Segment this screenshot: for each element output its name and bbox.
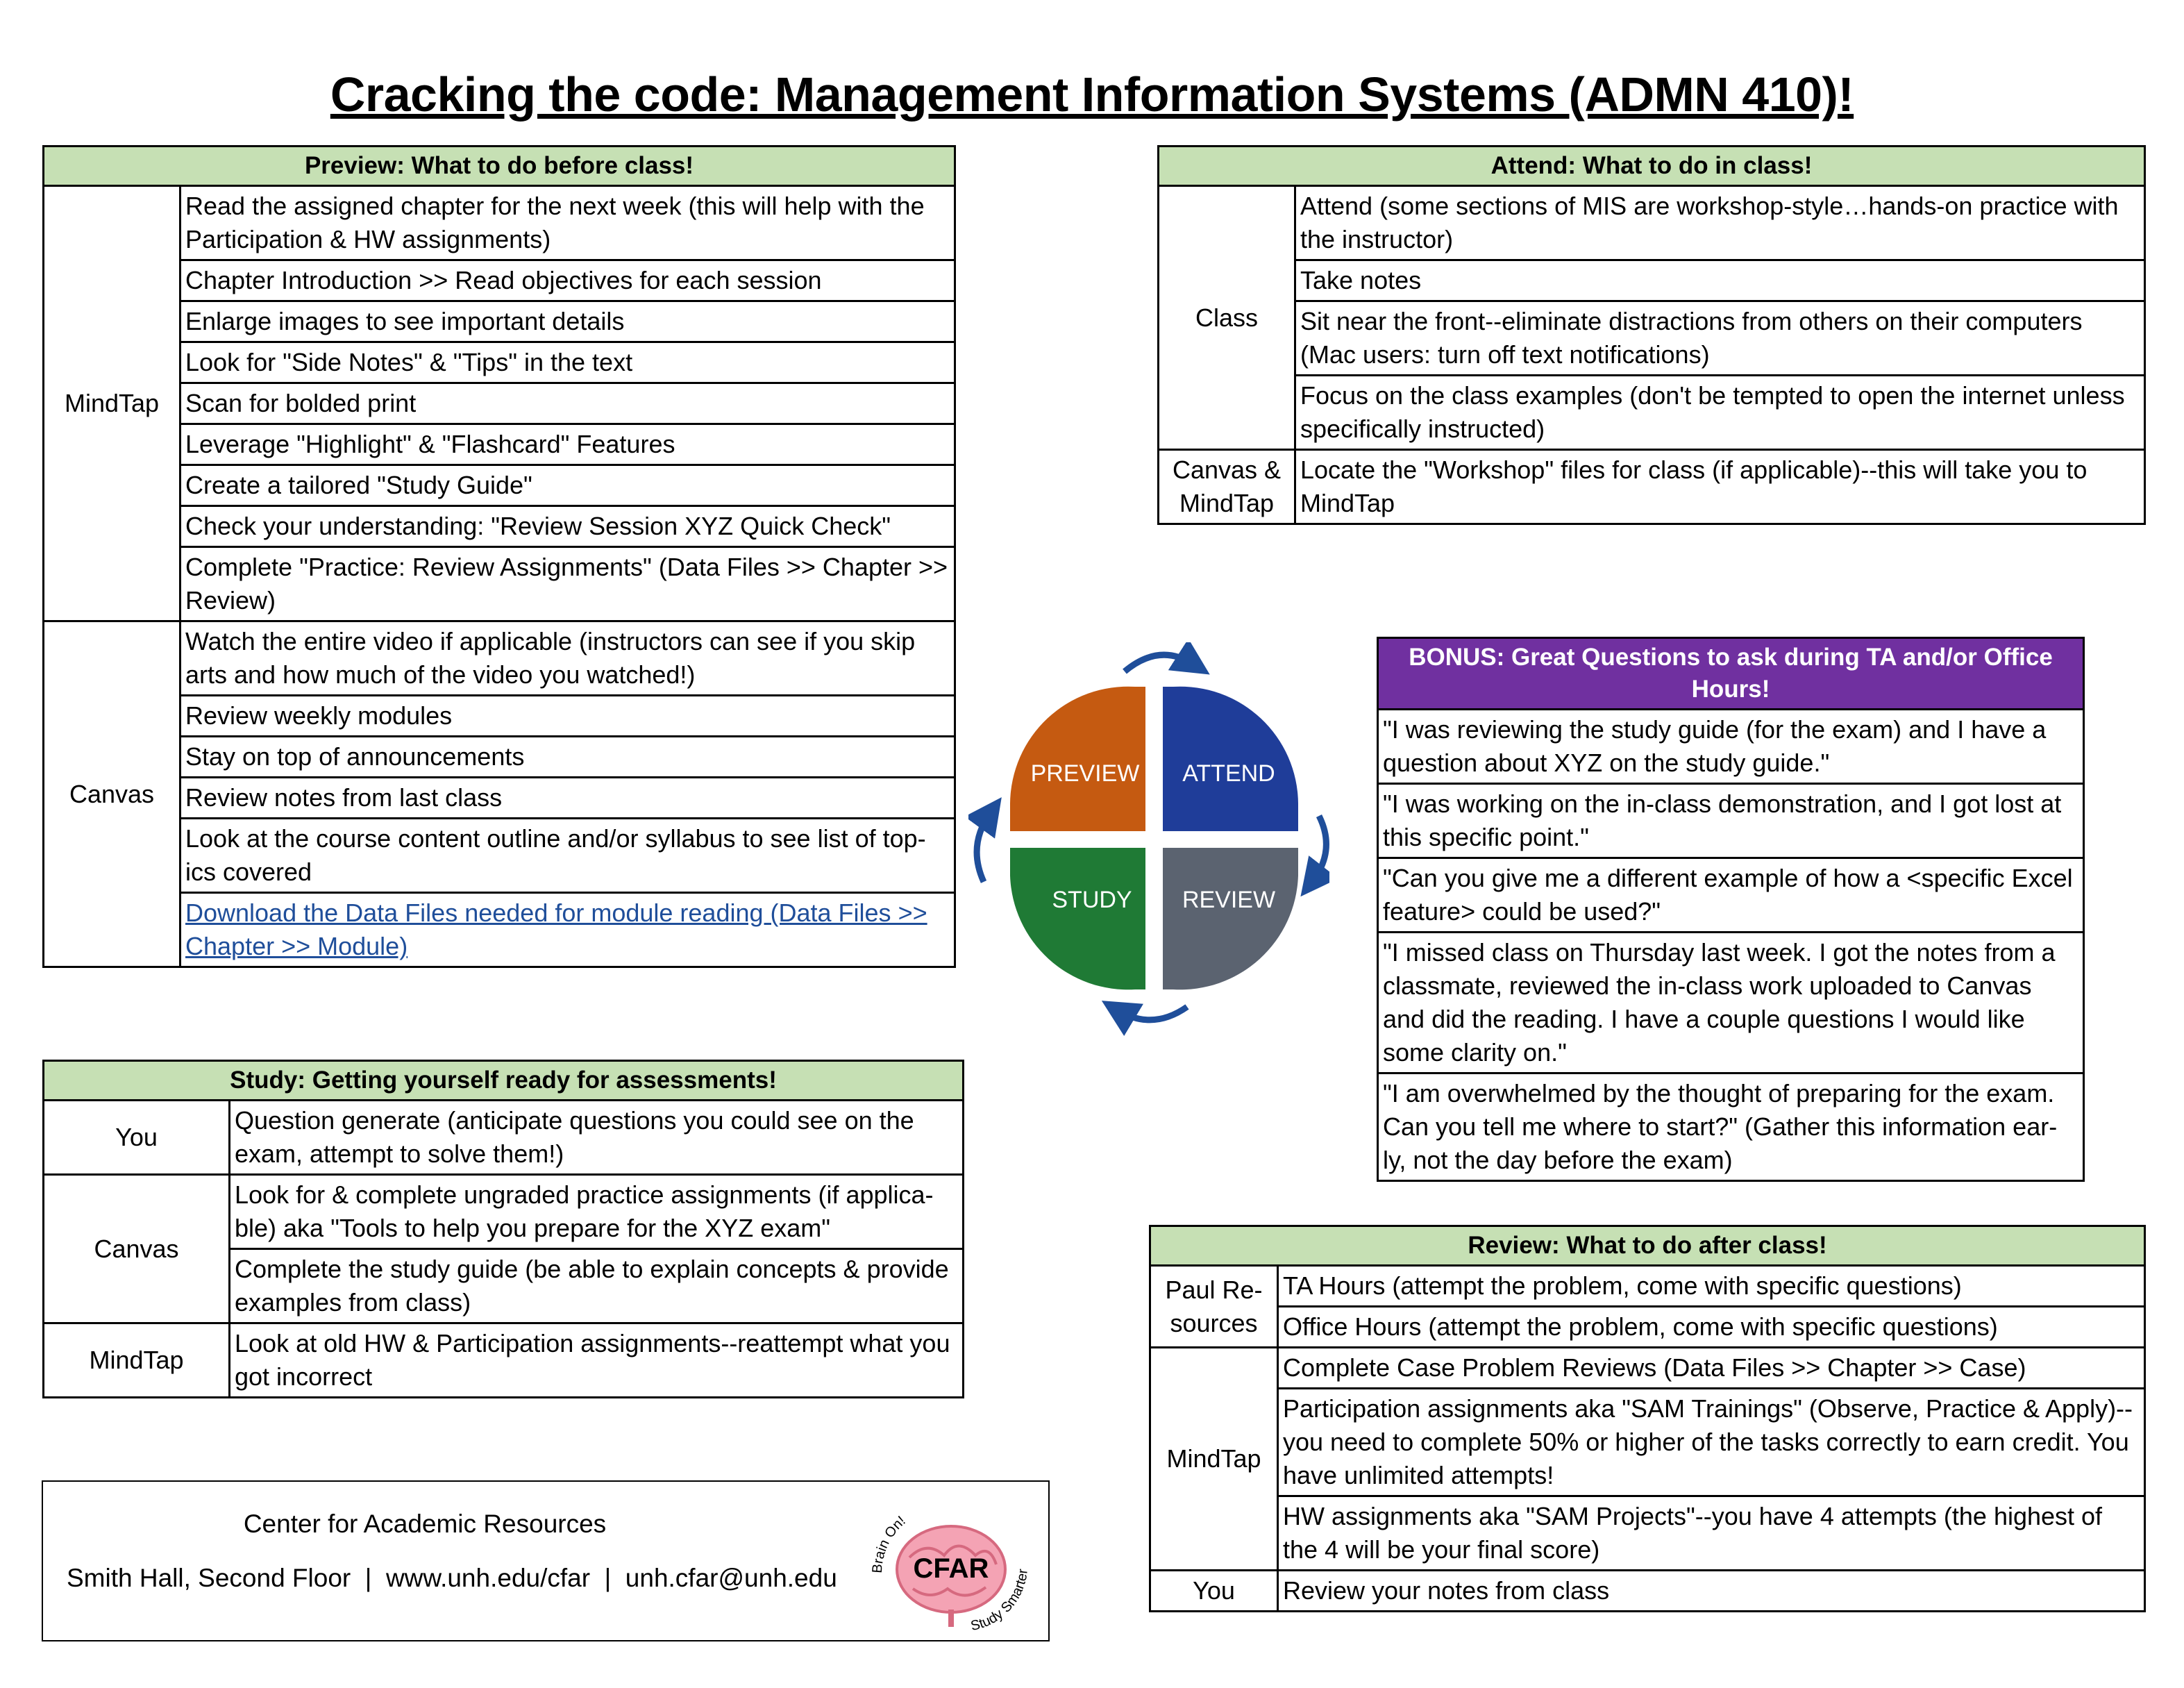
- list-item: "Can you give me a different example of how a <specific Excel feature> could be used?": [1378, 858, 2084, 933]
- list-item: [180, 893, 955, 967]
- arrow-left-icon: [1118, 1007, 1187, 1020]
- list-item: Office Hours (attempt the problem, come with specific questions): [1278, 1307, 2145, 1348]
- attend-quadrant: [1163, 687, 1298, 831]
- list-item: Review weekly modules: [180, 696, 955, 737]
- footer-box: [42, 1480, 1050, 1641]
- list-item: TA Hours (attempt the problem, come with specific questions): [1278, 1266, 2145, 1307]
- list-item: Take notes: [1295, 260, 2145, 301]
- list-item: Review your notes from class: [1278, 1571, 2145, 1612]
- list-item: Chapter Introduction >> Read objectives for each session: [180, 260, 955, 301]
- list-item: "I am overwhelmed by the thought of preparing for the exam. Can you tell me where to start?" (Gather this information ear-ly, not the day before the exam): [1378, 1073, 2084, 1181]
- cfar-logo: [861, 1491, 1041, 1637]
- preview-category-mindtap: MindTap: [44, 186, 180, 621]
- study-category-you: You: [44, 1101, 230, 1175]
- list-item: Attend (some sections of MIS are workshop-style…hands-on practice with the instructor): [1295, 186, 2145, 260]
- list-item: Look at the course content outline and/or syllabus to see list of top-ics covered: [180, 819, 955, 893]
- center-contact: Smith Hall, Second Floor | www.unh.edu/cfar | unh.cfar@unh.edu: [67, 1564, 837, 1592]
- list-item: HW assignments aka "SAM Projects"--you have 4 attempts (the highest of the 4 will be your final score): [1278, 1496, 2145, 1571]
- study-header: Study: Getting yourself ready for assessments!: [44, 1061, 964, 1101]
- list-item: Complete the study guide (be able to explain concepts & provide examples from class): [230, 1249, 964, 1323]
- study-quadrant: [1010, 848, 1145, 989]
- preview-quadrant: [1010, 687, 1145, 831]
- preview-label: PREVIEW: [1030, 760, 1140, 787]
- list-item: Leverage "Highlight" & "Flashcard" Features: [180, 424, 955, 465]
- review-table: [1149, 1225, 2146, 1612]
- arrow-down-icon: [1312, 816, 1326, 882]
- list-item: Create a tailored "Study Guide": [180, 465, 955, 506]
- list-item: Review notes from last class: [180, 778, 955, 819]
- list-item: Look at old HW & Participation assignments--reattempt what you got incorrect: [230, 1323, 964, 1398]
- list-item: "I missed class on Thursday last week. I got the notes from a classmate, reviewed the in-class work uploaded to Canvas and did the reading. I have a couple questions I would like some clarity on.": [1378, 933, 2084, 1073]
- review-category-you: You: [1150, 1571, 1278, 1612]
- list-item: Complete "Practice: Review Assignments" (Data Files >> Chapter >> Review): [180, 547, 955, 621]
- list-item: Question generate (anticipate questions you could see on the exam, attempt to solve them!): [230, 1101, 964, 1175]
- list-item: "I was reviewing the study guide (for the exam) and I have a question about XYZ on the study guide.": [1378, 710, 2084, 784]
- arrow-up-icon: [977, 812, 991, 882]
- attend-category-class: Class: [1159, 186, 1295, 450]
- learning-cycle-diagram: [968, 642, 1329, 1038]
- preview-category-canvas: Canvas: [44, 621, 180, 967]
- preview-table: [42, 145, 956, 968]
- bonus-table: [1377, 637, 2085, 1182]
- review-category-paul-resources: Paul Re-sources: [1150, 1266, 1278, 1348]
- list-item: Sit near the front--eliminate distractions from others on their computers (Mac users: turn off text notifications): [1295, 301, 2145, 376]
- review-category-mindtap: MindTap: [1150, 1348, 1278, 1571]
- review-header: Review: What to do after class!: [1150, 1226, 2145, 1266]
- study-category-mindtap: MindTap: [44, 1323, 230, 1398]
- list-item: Enlarge images to see important details: [180, 301, 955, 342]
- study-label: STUDY: [1052, 887, 1132, 913]
- list-item: Locate the "Workshop" files for class (if applicable)--this will take you to MindTap: [1295, 450, 2145, 524]
- list-item: Participation assignments aka "SAM Trainings" (Observe, Practice & Apply)--you need to complete 50% or higher of the tasks correctly to earn credit. You have unlimited attempts!: [1278, 1389, 2145, 1496]
- list-item: "I was working on the in-class demonstration, and I got lost at this specific point.": [1378, 784, 2084, 858]
- arrow-right-icon: [1125, 655, 1194, 671]
- attend-header: Attend: What to do in class!: [1159, 147, 2145, 186]
- review-quadrant: [1163, 848, 1298, 989]
- list-item: Watch the entire video if applicable (instructors can see if you skip arts and how much of the video you watched!): [180, 621, 955, 696]
- study-category-canvas: Canvas: [44, 1175, 230, 1323]
- center-name: Center for Academic Resources: [243, 1510, 607, 1538]
- list-item: Look for & complete ungraded practice assignments (if applica-ble) aka "Tools to help you prepare for the XYZ exam": [230, 1175, 964, 1249]
- logo-tagline-bottom: Study Smarter: [969, 1568, 1031, 1635]
- bonus-header: BONUS: Great Questions to ask during TA and/or Office Hours!: [1378, 638, 2084, 710]
- review-label: REVIEW: [1182, 887, 1276, 913]
- list-item: Look for "Side Notes" & "Tips" in the text: [180, 342, 955, 383]
- attend-category-canvas-mindtap: Canvas & MindTap: [1159, 450, 1295, 524]
- list-item: Scan for bolded print: [180, 383, 955, 424]
- list-item: Complete Case Problem Reviews (Data Files >> Chapter >> Case): [1278, 1348, 2145, 1389]
- page-title: Cracking the code: Management Information Systems (ADMN 410)!: [330, 67, 1854, 122]
- logo-tagline-top: Brain On!: [869, 1513, 909, 1574]
- preview-header: Preview: What to do before class!: [44, 147, 955, 186]
- logo-text: CFAR: [913, 1553, 989, 1584]
- data-files-link[interactable]: Download the Data Files needed for module reading (Data Files >> Chapter >> Module): [185, 899, 927, 960]
- list-item: Focus on the class examples (don't be tempted to open the internet unless specifically instructed): [1295, 376, 2145, 450]
- attend-table: [1157, 145, 2146, 525]
- list-item: Check your understanding: "Review Session XYZ Quick Check": [180, 506, 955, 547]
- list-item: Stay on top of announcements: [180, 737, 955, 778]
- list-item: Read the assigned chapter for the next week (this will help with the Participation & HW assignments): [180, 186, 955, 260]
- study-table: [42, 1060, 964, 1398]
- attend-label: ATTEND: [1182, 760, 1275, 787]
